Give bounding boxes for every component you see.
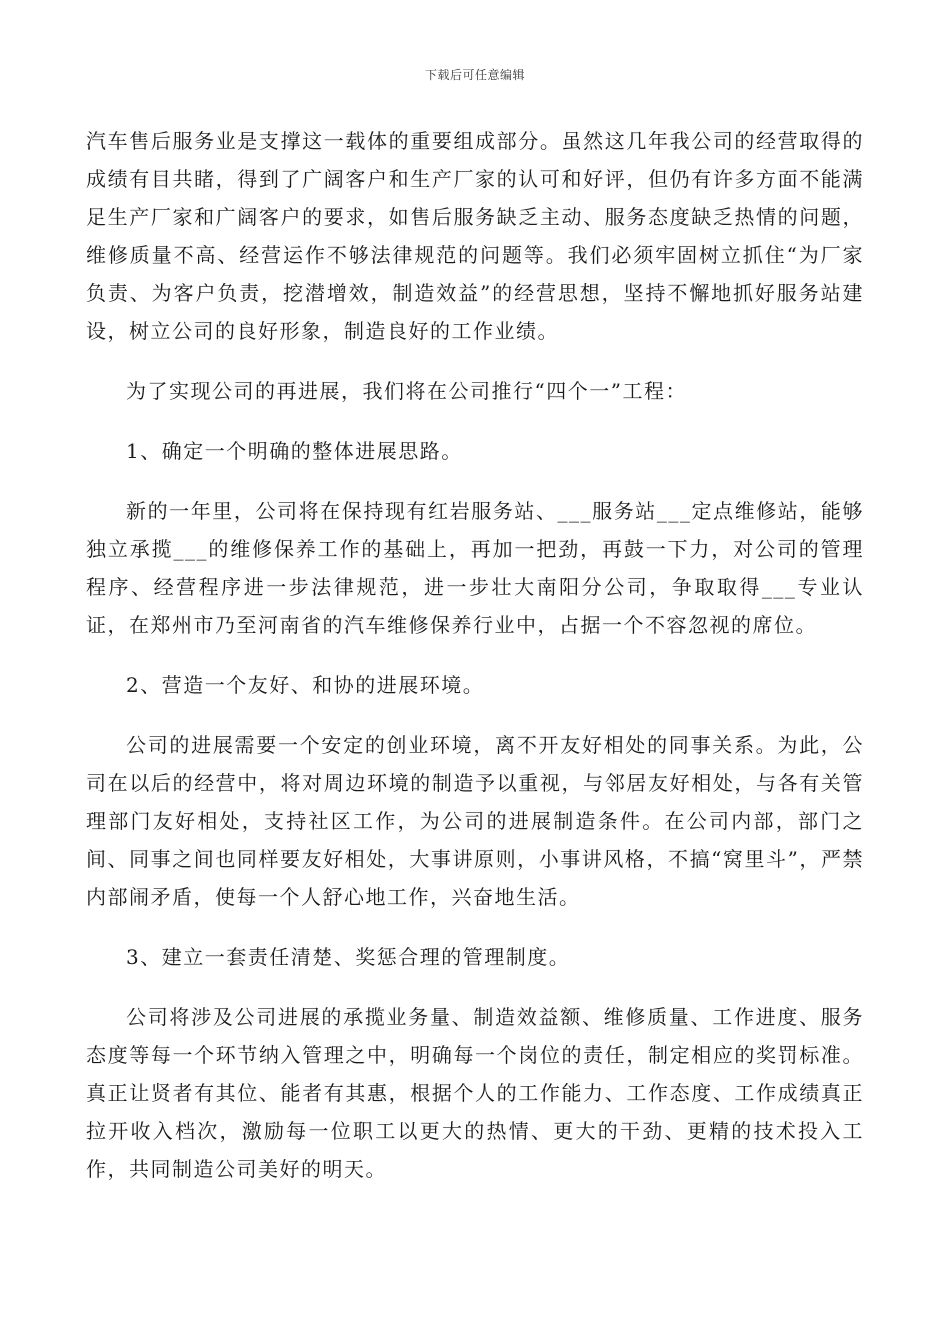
section-heading-3: 3、建立一套责任清楚、奖惩合理的管理制度。 — [126, 945, 571, 969]
page-header-note: 下载后可任意编辑 — [424, 68, 525, 82]
paragraph-section-2: 公司的进展需要一个安定的创业环境，离不开友好相处的同事关系。为此，公司在以后的经营中，将对周边环境的制造予以重视，与邻居友好相处，与各有关管理部门友好相处，支持社区工作，为公司的进展制造条件。在公司内部，部门之间、同事之间也同样要友好相处，大事讲原则，小事讲风格，不搞“窝里斗”，严禁内部闹矛盾，使每一个人舒心地工作，兴奋地生活。 — [86, 733, 864, 909]
paragraph-section-1: 新的一年里，公司将在保持现有红岩服务站、___服务站___定点维修站，能够独立承揽___的维修保养工作的基础上，再加一把劲，再鼓一下力，对公司的管理程序、经营程序进一步法律规范，进一步壮大南阳分公司，争取取得___专业认证，在郑州市乃至河南省的汽车维修保养行业中，占据一个不容忽视的席位。 — [86, 499, 864, 637]
document-body — [86, 122, 864, 1210]
section-heading-1: 1、确定一个明确的整体进展思路。 — [126, 439, 463, 463]
paragraph-section-3: 公司将涉及公司进展的承揽业务量、制造效益额、维修质量、工作进度、服务态度等每一个环节纳入管理之中，明确每一个岗位的责任，制定相应的奖罚标准。真正让贤者有其位、能者有其惠，根据个人的工作能力、工作态度、工作成绩真正拉开收入档次，激励每一位职工以更大的热情、更大的干劲、更精的技术投入工作，共同制造公司美好的明天。 — [86, 1005, 864, 1181]
section-heading-2: 2、营造一个友好、和协的进展环境。 — [126, 673, 485, 697]
paragraph-four-ones-intro: 为了实现公司的再进展，我们将在公司推行“四个一”工程： — [126, 379, 687, 403]
paragraph-intro-continuation: 汽车售后服务业是支撑这一载体的重要组成部分。虽然这几年我公司的经营取得的成绩有目共睹，得到了广阔客户和生产厂家的认可和好评，但仍有许多方面不能满足生产厂家和广阔客户的要求，如售后服务缺乏主动、服务态度缺乏热情的问题，维修质量不高、经营运作不够法律规范的问题等。我们必须牢固树立抓住“为厂家负责、为客户负责，挖潜增效，制造效益”的经营思想，坚持不懈地抓好服务站建设，树立公司的良好形象，制造良好的工作业绩。 — [86, 129, 864, 343]
